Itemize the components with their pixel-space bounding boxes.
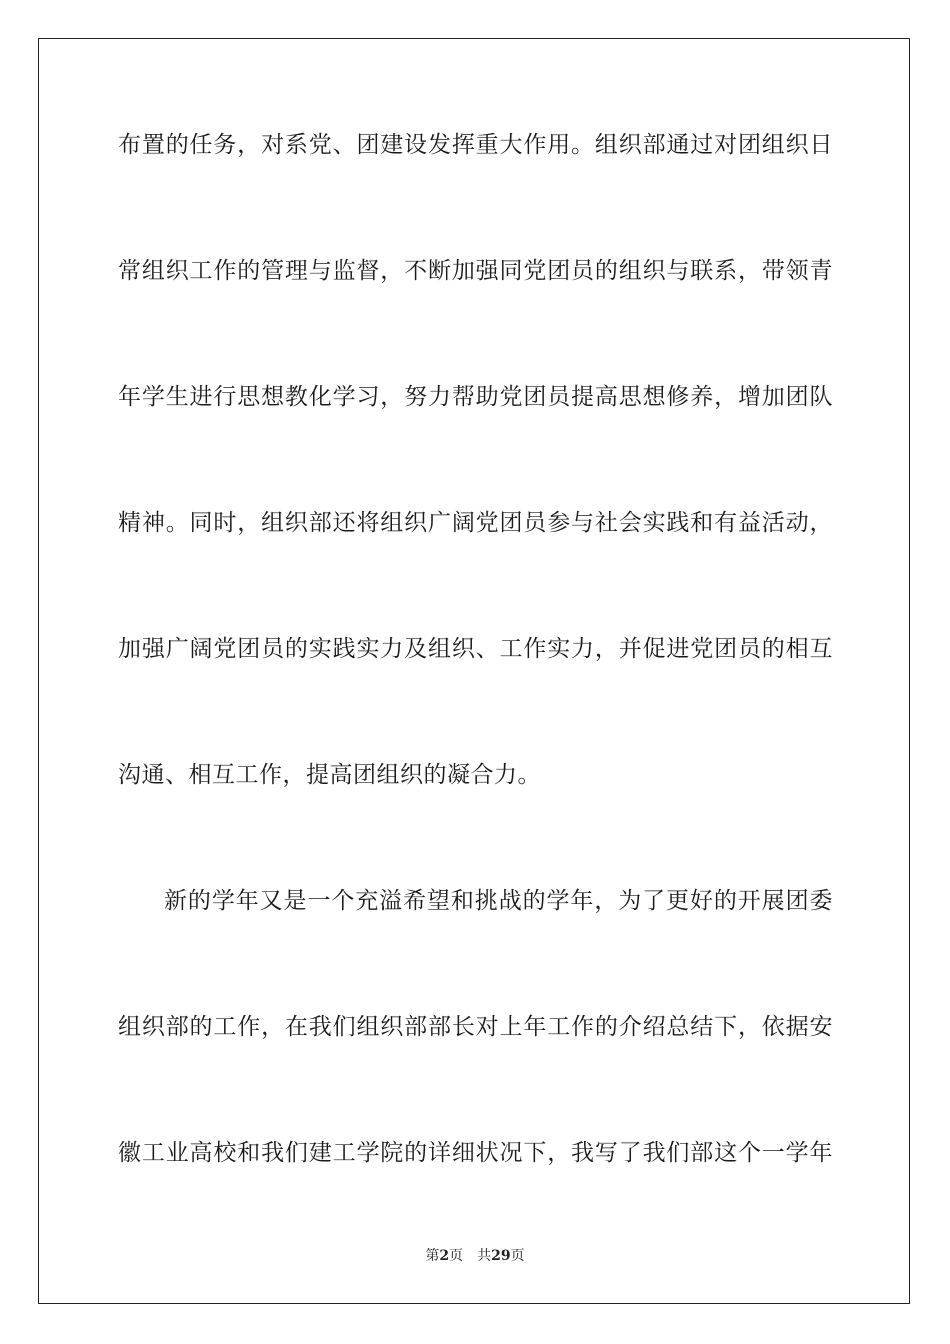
page-number: 2 — [439, 1248, 450, 1264]
page-footer — [0, 1245, 950, 1265]
paragraph-first-line: 新的学年又是一个充溢希望和挑战的学年，为了更好的开展团委 — [164, 888, 833, 914]
total-suffix: 页 — [510, 1248, 525, 1264]
total-prefix: 共 — [477, 1248, 492, 1264]
page-suffix: 页 — [449, 1248, 464, 1264]
document-body — [118, 125, 833, 1259]
page-prefix: 第 — [425, 1248, 440, 1264]
text-line: 精神。同时，组织部还将组织广阔党团员参与社会实践和有益活动， — [118, 510, 833, 536]
text-line: 徽工业高校和我们建工学院的详细状况下，我写了我们部这个一学年 — [118, 1140, 833, 1166]
text-line: 组织部的工作，在我们组织部部长对上年工作的介绍总结下，依据安 — [118, 1014, 833, 1040]
text-line: 常组织工作的管理与监督，不断加强同党团员的组织与联系，带领青 — [118, 258, 833, 284]
text-line: 沟通、相互工作，提高团组织的凝合力。 — [118, 762, 541, 788]
text-line: 布置的任务，对系党、团建设发挥重大作用。组织部通过对团组织日 — [118, 132, 833, 158]
total-pages: 29 — [491, 1248, 511, 1264]
text-line: 年学生进行思想教化学习，努力帮助党团员提高思想修养，增加团队 — [118, 384, 833, 410]
text-line: 加强广阔党团员的实践实力及组织、工作实力，并促进党团员的相互 — [118, 636, 833, 662]
